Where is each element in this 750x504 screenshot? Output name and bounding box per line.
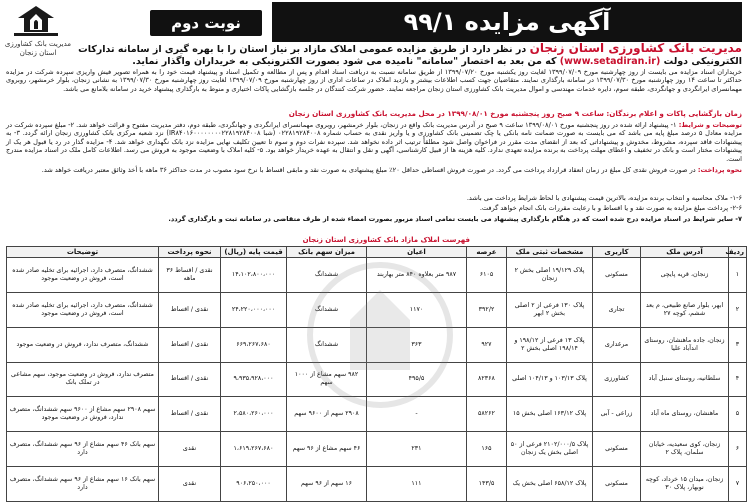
payment-rule-2: ۲-۶- پرداخت مبلغ مزایده به صورت نقد و یا اقساط و با رعایت مقررات بانک انجام خواهد گرفت. [479,204,742,212]
payment-title: نحوه پرداخت: [697,166,742,174]
notes-title: توضیحات و شرایط: [678,121,742,129]
table-cell: ۴ [729,362,747,397]
table-cell: متصرف ندارد، فروش در وضعیت موجود، سهم مشاعی در تملک بانک [7,362,159,397]
notes-block [6,121,742,165]
table-cell: ششدانگ [287,292,367,327]
note-1: ۱- پیشنهاد ارائه شده در روز پنجشنبه مورخ ۱۳۹۹/۰۸/۰۱ ساعت ۹ صبح در آدرس مدیریت بانک واقع در زنجان، بلوار خرمشهر، روبروی مهمانسرای ایرانگردی و جهانگردی، طبقه دوم، دفتر مدیریت مفتوح و قرائت خواهد شد. [76,121,677,129]
table-cell: ۱۱۷۰ [367,292,467,327]
table-cell: پلاک ۱۶۳/۱۲ اصلی بخش ۱۵ [507,397,593,432]
table-cell: ششدانگ [287,327,367,362]
intro-paragraph: خریداران اسناد مزایده می بایست از روز چهارشنبه مورخ ۱۳۹۹/۰۷/۰۹ لغایت روز یکشنبه مورخ ۱۳۹۹/۰۷/۲۰ از طریق سامانه نسبت به دریافت اسناد اقدام و پس از مطالعه و تکمیل اسناد و پیشنهاد قیمت خود را به همراه تصویر فیش واریزی سپرده شرکت در مزایده حداکثر تا ساعت ۱۴ روز چهارشنبه مورخ ۱۳۹۹/۰۷/۳۰ در سامانه بارگذاری نمایند. متقاضیان جهت کسب اطلاعات بیشتر و بازدید املاک در ساعات اداری از روز چهارشنبه مورخ ۱۳۹۹/۰۷/۰۹ لغایت روز چهارشنبه مورخ ۱۳۹۹/۰۷/۳۰ به نشانی زنجان، بلوار خرمشهر، روبروی مهمانسرای ایرانگردی و جهانگردی، طبقه سوم، دایره خدمات مهندسی و اموال مدیریت بانک کشاورزی استان زنجان مراجعه نمایند. حضور شرکت کنندگان در جلسه بازگشایی پاکات اختیاری و منوط به بارگذاری پیشنهاد خرید در سامانه بلامانع می باشد. [6,68,743,93]
table-cell: ۶۱۰۵ [467,258,507,293]
table-cell: ۱۱۱ [367,467,467,502]
table-cell: زنجان، قریه پایچی [641,258,729,293]
headline-text: در نظر دارد از طریق مزایده عمومی املاک مازاد بر نیاز استان را با بهره گیری از سامانه تدارکات الکترونیکی دولت [78,44,742,67]
table-row [7,327,747,362]
table-cell: ابهر، بلوار صانع طبیعی، م‌ بعد ششم، کوچه ۲۷ [641,292,729,327]
table-cell: ۲،۵۸۰،۲۶۰،۰۰۰ [221,397,287,432]
table-cell: مسکونی [593,258,641,293]
note-3: ۳- به پیشنهادات فاقد سپرده، مشروط، مخدوش و پیشنهاداتی که بعد از انقضای مدت مقرر در فراخوان واصل شود مطلقاً ترتیب اثر داده نخواهد شد. سپرده نفرات دوم و سوم تا تعیین تکلیف نهایی مزایده نزد بانک نگهداری خواهد شد. [6,129,742,146]
table-cell: ۶۶۹،۲۶۷،۶۸۰ [221,327,287,362]
table-cell: زراعی - آبی [593,397,641,432]
table-cell: ششدانگ، متصرف دارد، اجرائیه برای تخلیه صادر شده است، فروش در وضعیت موجود [7,292,159,327]
table-cell: نقدی [159,467,221,502]
table-cell: ۱۶ سهم از ۹۶ سهم [287,467,367,502]
table-cell: ۱،۶۱۹،۲۶۷،۶۸۰ [221,432,287,467]
table-cell: ۵۸۲۶۲ [467,397,507,432]
column-header: مشخصات ثبتی ملک [507,247,593,258]
column-header: اعیان [367,247,467,258]
column-header: آدرس ملک [641,247,729,258]
table-cell: ۶ [729,432,747,467]
table-row [7,432,747,467]
table-cell: ششدانگ، متصرف دارد، اجرائیه برای تخلیه صادر شده است، فروش در وضعیت موجود [7,258,159,293]
table-cell: تجاری [593,292,641,327]
table-row [7,258,747,293]
table-cell: سهم بانک ۱۶ سهم مشاع از ۹۶ سهم ششدانگ، متصرف دارد [7,467,159,502]
table-cell: پلاک ۱۳۰ فرعی از ۲ اصلی بخش ۲ ابهر [507,292,593,327]
table-cell: پلاک ۶۵۸/۱۲ اصلی بخش یک [507,467,593,502]
note-4: ۴- مزایده گذار در رد یا قبول هر یک از پیشنهادات مختار است و بانک در تخفیف و اعطای مهلت پرداخت به برنده مزایده تعهدی ندارد. کلیه هزینه ها از قبیل کارشناسی، آگهی و نقل و انتقال به عهده خریدار خواهد بود. [6,137,742,155]
table-cell: کشاورزی [593,362,641,397]
table-cell: ۹۸۲ سهم مشاع از ۱۰۰۰ سهم [287,362,367,397]
bank-logo-icon [8,4,64,38]
table-cell: - [367,397,467,432]
table-cell: ۲۴،۲۲۰،۰۰۰،۰۰۰ [221,292,287,327]
table-cell: ۹۲۷ [467,327,507,362]
table-cell: ۱ [729,258,747,293]
table-cell: ۲ [729,292,747,327]
note-2: ۲- مبلغ سپرده شرکت در مزایده معادل ۵ درصد مبلغ پایه می باشد که می بایست به صورت ضمانت نامه بانکی یا چک تضمینی بانک کشاورزی و یا واریز نقدی به حساب شماره ۰۲۲۸۱۹۲۸۴۰۰۸ (شبا IR۸۴۰۱۶۰۰۰۰۰۰۰۰۲۲۸۱۹۲۸۴۰۰۸) نزد شعبه مرکزی بانک کشاورزی زنجان ارائه گردد. [6,121,742,138]
column-header: نحوه پرداخت [159,247,221,258]
table-cell: ۱۶۵ [467,432,507,467]
table-cell: سلطانیه، روستای سنبل آباد [641,362,729,397]
page-title: آگهی مزایده ۹۹/۱ [272,2,742,42]
table-cell: ۳ [729,327,747,362]
table-cell: مسکونی [593,432,641,467]
properties-table [6,246,747,502]
table-row [7,362,747,397]
table-header-row [7,247,747,258]
headline-text-2: که من بعد به اختصار "سامانه" نامیده می شود بصورت الکترونیکی به خریداران واگذار نماید. [132,56,557,67]
table-cell: مرغداری [593,327,641,362]
table-cell: ۱۴،۱۰۲،۸۰۰،۰۰۰ [221,258,287,293]
table-cell: ۲۹۰۸ سهم از ۹۶۰۰ سهم [287,397,367,432]
table-cell: زنجان، میدان ۱۵ خرداد، کوچه نوبهار، پلاک ۳۰ [641,467,729,502]
table-cell: نقدی / اقساط [159,292,221,327]
table-cell: ۳۶۳ [367,327,467,362]
table-cell: نقدی / اقساط ۳۶ ماهه [159,258,221,293]
table-cell: نقدی / اقساط [159,397,221,432]
table-cell: ۴۹۵/۵ [367,362,467,397]
table-caption: فهرست املاک مازاد بانک کشاورزی استان زنجان [302,236,470,244]
table-cell: نقدی [159,432,221,467]
table-row [7,292,747,327]
table-cell: زنجان، کوی سعیدیه، خیابان سلمان، پلاک ۲ [641,432,729,467]
table-cell: نقدی / اقساط [159,327,221,362]
round-badge: نوبت دوم [150,10,262,36]
table-cell: ششدانگ، متصرف ندارد، فروش در وضعیت موجود [7,327,159,362]
note-5: ۵- کلیه املاک با وضعیت موجود به فروش می رسد. اطلاعات کامل ملک در اسناد مزایده مندرج است. [6,146,742,163]
table-row [7,467,747,502]
table-cell: ۳۹۲/۲ [467,292,507,327]
payment-block [6,166,742,192]
headline [78,42,742,68]
table-cell: ماهنشان، روستای ماه آباد [641,397,729,432]
table-cell: ۵ [729,397,747,432]
table-cell: ۹،۹۳۵،۹۲۸،۰۰۰ [221,362,287,397]
column-header: قیمت پایه (ریال) [221,247,287,258]
column-header: میزان سهم بانک [287,247,367,258]
table-cell: ۱۴۳/۵ [467,467,507,502]
table-cell: پلاک ۱۰۳/۱۳ و ۱۰۴/۱۳ اصلی [507,362,593,397]
table-cell: نقدی / اقساط [159,362,221,397]
table-cell: ۷ [729,467,747,502]
table-cell: ۹۰۶،۲۵۰،۰۰۰ [221,467,287,502]
site-notice: ۷- سایر شرایط در اسناد مزایده درج شده است که در هنگام بارگذاری پیشنهاد می بایست تمامی اسناد مزبور بصورت امضاء شده از طرف متقاضی در سامانه ثبت و بارگذاری گردد. [168,215,742,223]
table-cell: ۹۸۷ متر بعلاوه ۸۴۰ متر بهاربند [367,258,467,293]
headline-org: مدیریت بانک کشاورزی استان زنجان [529,41,742,55]
headline-website: (www.setadiran.ir) [556,56,664,67]
payment-text: در صورت فروش نقدی کل مبلغ در زمان انعقاد قرارداد پرداخت می گردد. در صورت فروش اقساطی حداقل ۲۰٪ مبلغ پیشنهادی به صورت نقد و مابقی اقساط با نرخ سود مصوب در مدت حداکثر ۳۶ ماهه با أخذ وثائق معتبر دریافت خواهد شد. [41,166,696,174]
table-cell: زنجان، جاده ماهنشان، روستای اندآباد علیا [641,327,729,362]
table-cell: ششدانگ [287,258,367,293]
opening-line: زمان بازگشایی پاکات و اعلام برندگان: ساعت ۹ صبح روز پنجشنبه مورخ ۱۳۹۹/۰۸/۰۱ در محل مدیریت بانک کشاورزی استان زنجان [288,109,742,118]
column-header: عرصه [467,247,507,258]
table-cell: سهم ۲۹۰۸ سهم مشاع از ۹۶۰۰ سهم ششدانگ، متصرف ندارد، فروش در وضعیت موجود [7,397,159,432]
table-cell: ۴۶ سهم مشاع از ۹۶ سهم [287,432,367,467]
column-header: کاربری [593,247,641,258]
table-cell: مسکونی [593,467,641,502]
table-row [7,397,747,432]
payment-rule-1: ۱-۶- ملاک محاسبه و انتخاب برنده مزایده، بالاترین قیمت پیشنهادی با لحاظ شرایط پرداخت می باشد. [466,194,742,202]
column-header: ردیف [729,247,747,258]
table-cell: پلاک ۲۱۰۲/۰۰۰/۵ فرعی از ۵۰ اصلی بخش یک زنجان [507,432,593,467]
table-cell: پلاک ۱۳ فرعی از ۱۹۸/۱۲ و ۱۹۸/۱۴ اصلی بخش ۲ [507,327,593,362]
table-cell: سهم بانک ۴۶ سهم مشاع از ۹۶ سهم ششدانگ، متصرف دارد [7,432,159,467]
table-cell: ۲۳۱ [367,432,467,467]
column-header: توضیحات [7,247,159,258]
table-cell: پلاک ۱۹/۱۲۹ اصلی بخش ۲ زنجان [507,258,593,293]
org-name: مدیریت بانک کشاورزی استان زنجان [4,40,72,57]
table-cell: ۸۲۳۶۸ [467,362,507,397]
